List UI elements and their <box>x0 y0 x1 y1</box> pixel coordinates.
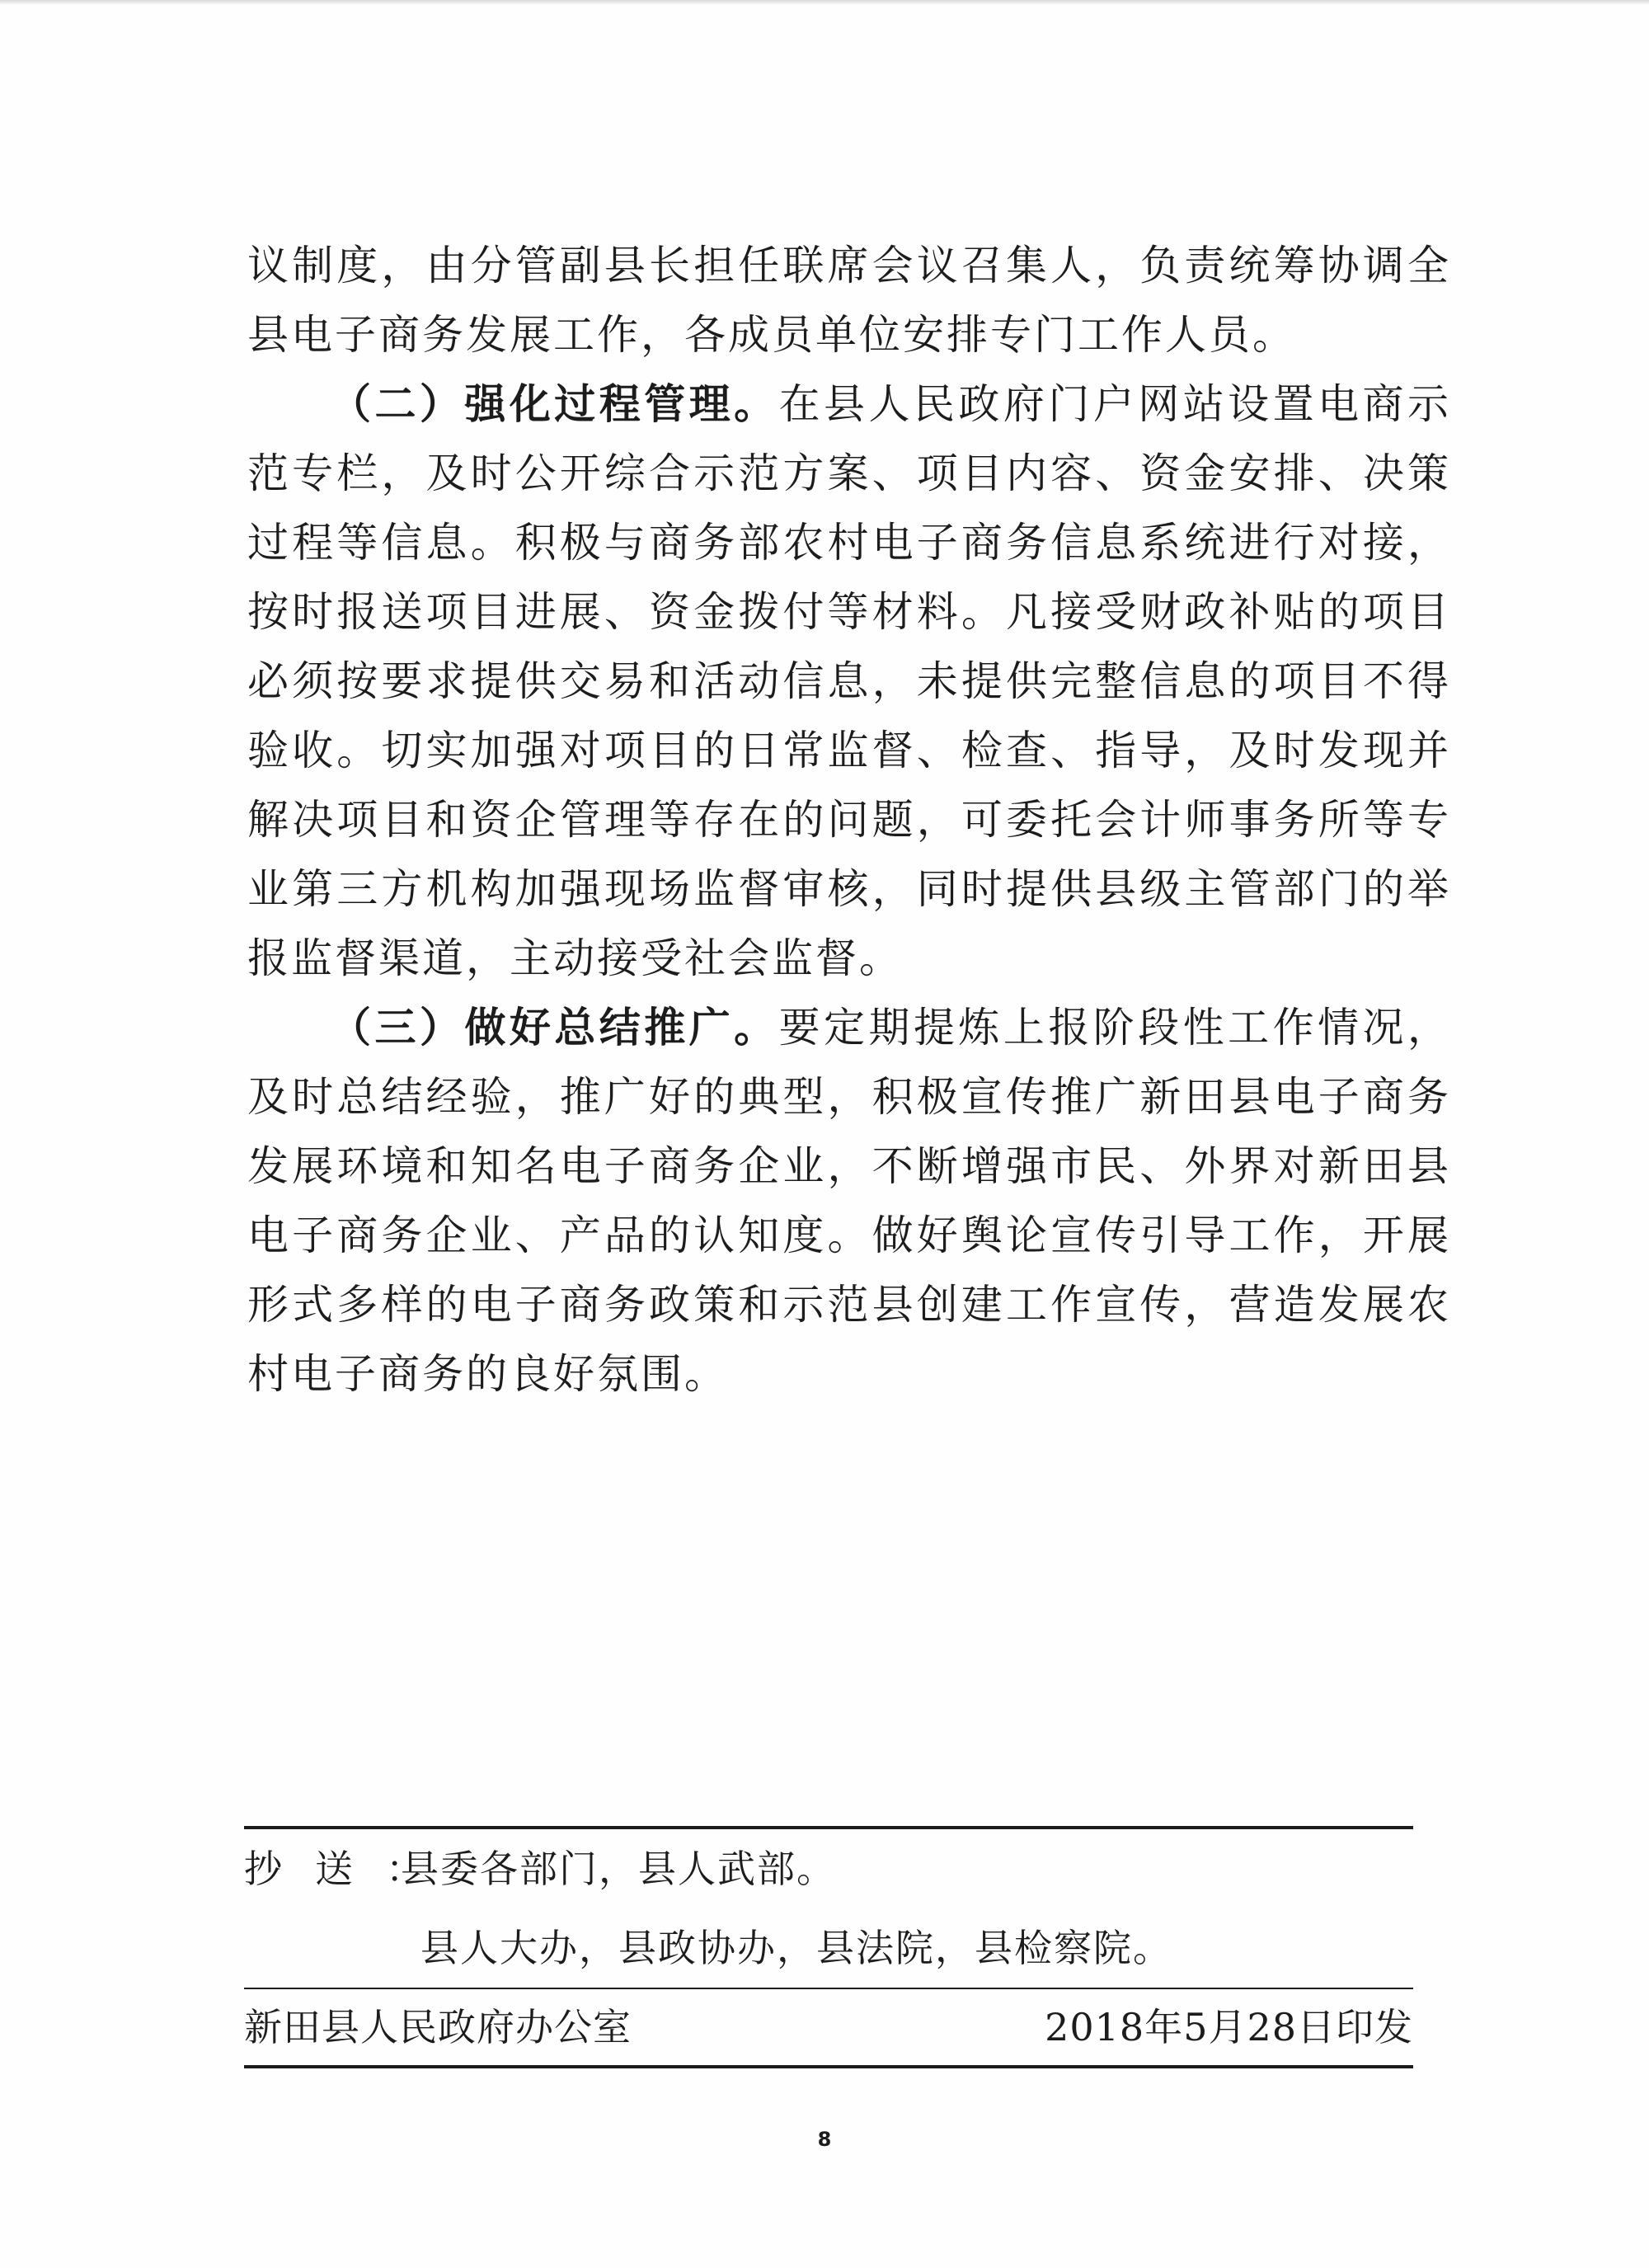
page-number: 8 <box>817 2128 832 2151</box>
issue-date: 2018年5月28日印发 <box>1045 2005 1413 2049</box>
paragraph-continuation <box>247 231 1451 369</box>
cc-recipients-1: 县委各部门，县人武部。 <box>401 1847 836 1891</box>
paragraph-text: 在县人民政府门户网站设置电商示范专栏，及时公开综合示范方案、项目内容、资金安排、决策过程等信息。积极与商务部农村电子商务信息系统进行对接，按时报送项目进展、资金拨付等材料。凡接受财政补贴的项目必须按要求提供交易和活动信息，未提供完整信息的项目不得验收。切实加强对项目的日常监督、检查、指导，及时发现并解决项目和资企管理等存在的问题，可委托会计师事务所等专业第三方机构加强现场监督审核，同时提供县级主管部门的举报监督渠道，主动接受社会监督。 <box>247 380 1452 982</box>
cc-line-2 <box>244 1908 1413 1988</box>
body-text <box>247 231 1451 1409</box>
issuer: 新田县人民政府办公室 <box>244 2005 632 2049</box>
cc-line-1 <box>244 1829 1413 1908</box>
paragraph-text: 要定期提炼上报阶段性工作情况，及时总结经验，推广好的典型，积极宣传推广新田县电子商务发展环境和知名电子商务企业，不断增强市民、外界对新田县电子商务企业、产品的认知度。做好舆论宣传引导工作，开展形式多样的电子商务政策和示范县创建工作宣传，营造发展农村电子商务的良好氛围。 <box>247 1004 1452 1398</box>
paragraph-heading: （三）做好总结推广。 <box>330 1004 779 1052</box>
paragraph-heading: （二）强化过程管理。 <box>330 380 779 428</box>
footer-bottom-rule <box>244 2065 1413 2068</box>
issuer-line <box>244 1989 1413 2065</box>
scan-edge <box>0 0 1649 5</box>
cc-label: 抄送： <box>244 1847 457 1891</box>
document-footer <box>244 1826 1413 2068</box>
paragraph-text: 议制度，由分管副县长担任联席会议召集人，负责统筹协调全县电子商务发展工作，各成员单位安排专门工作人员。 <box>247 242 1451 359</box>
paragraph-process-management <box>247 369 1451 993</box>
cc-recipients-2: 县人大办，县政协办，县法院，县检察院。 <box>420 1926 1172 1970</box>
paragraph-summary-promotion <box>247 993 1451 1409</box>
